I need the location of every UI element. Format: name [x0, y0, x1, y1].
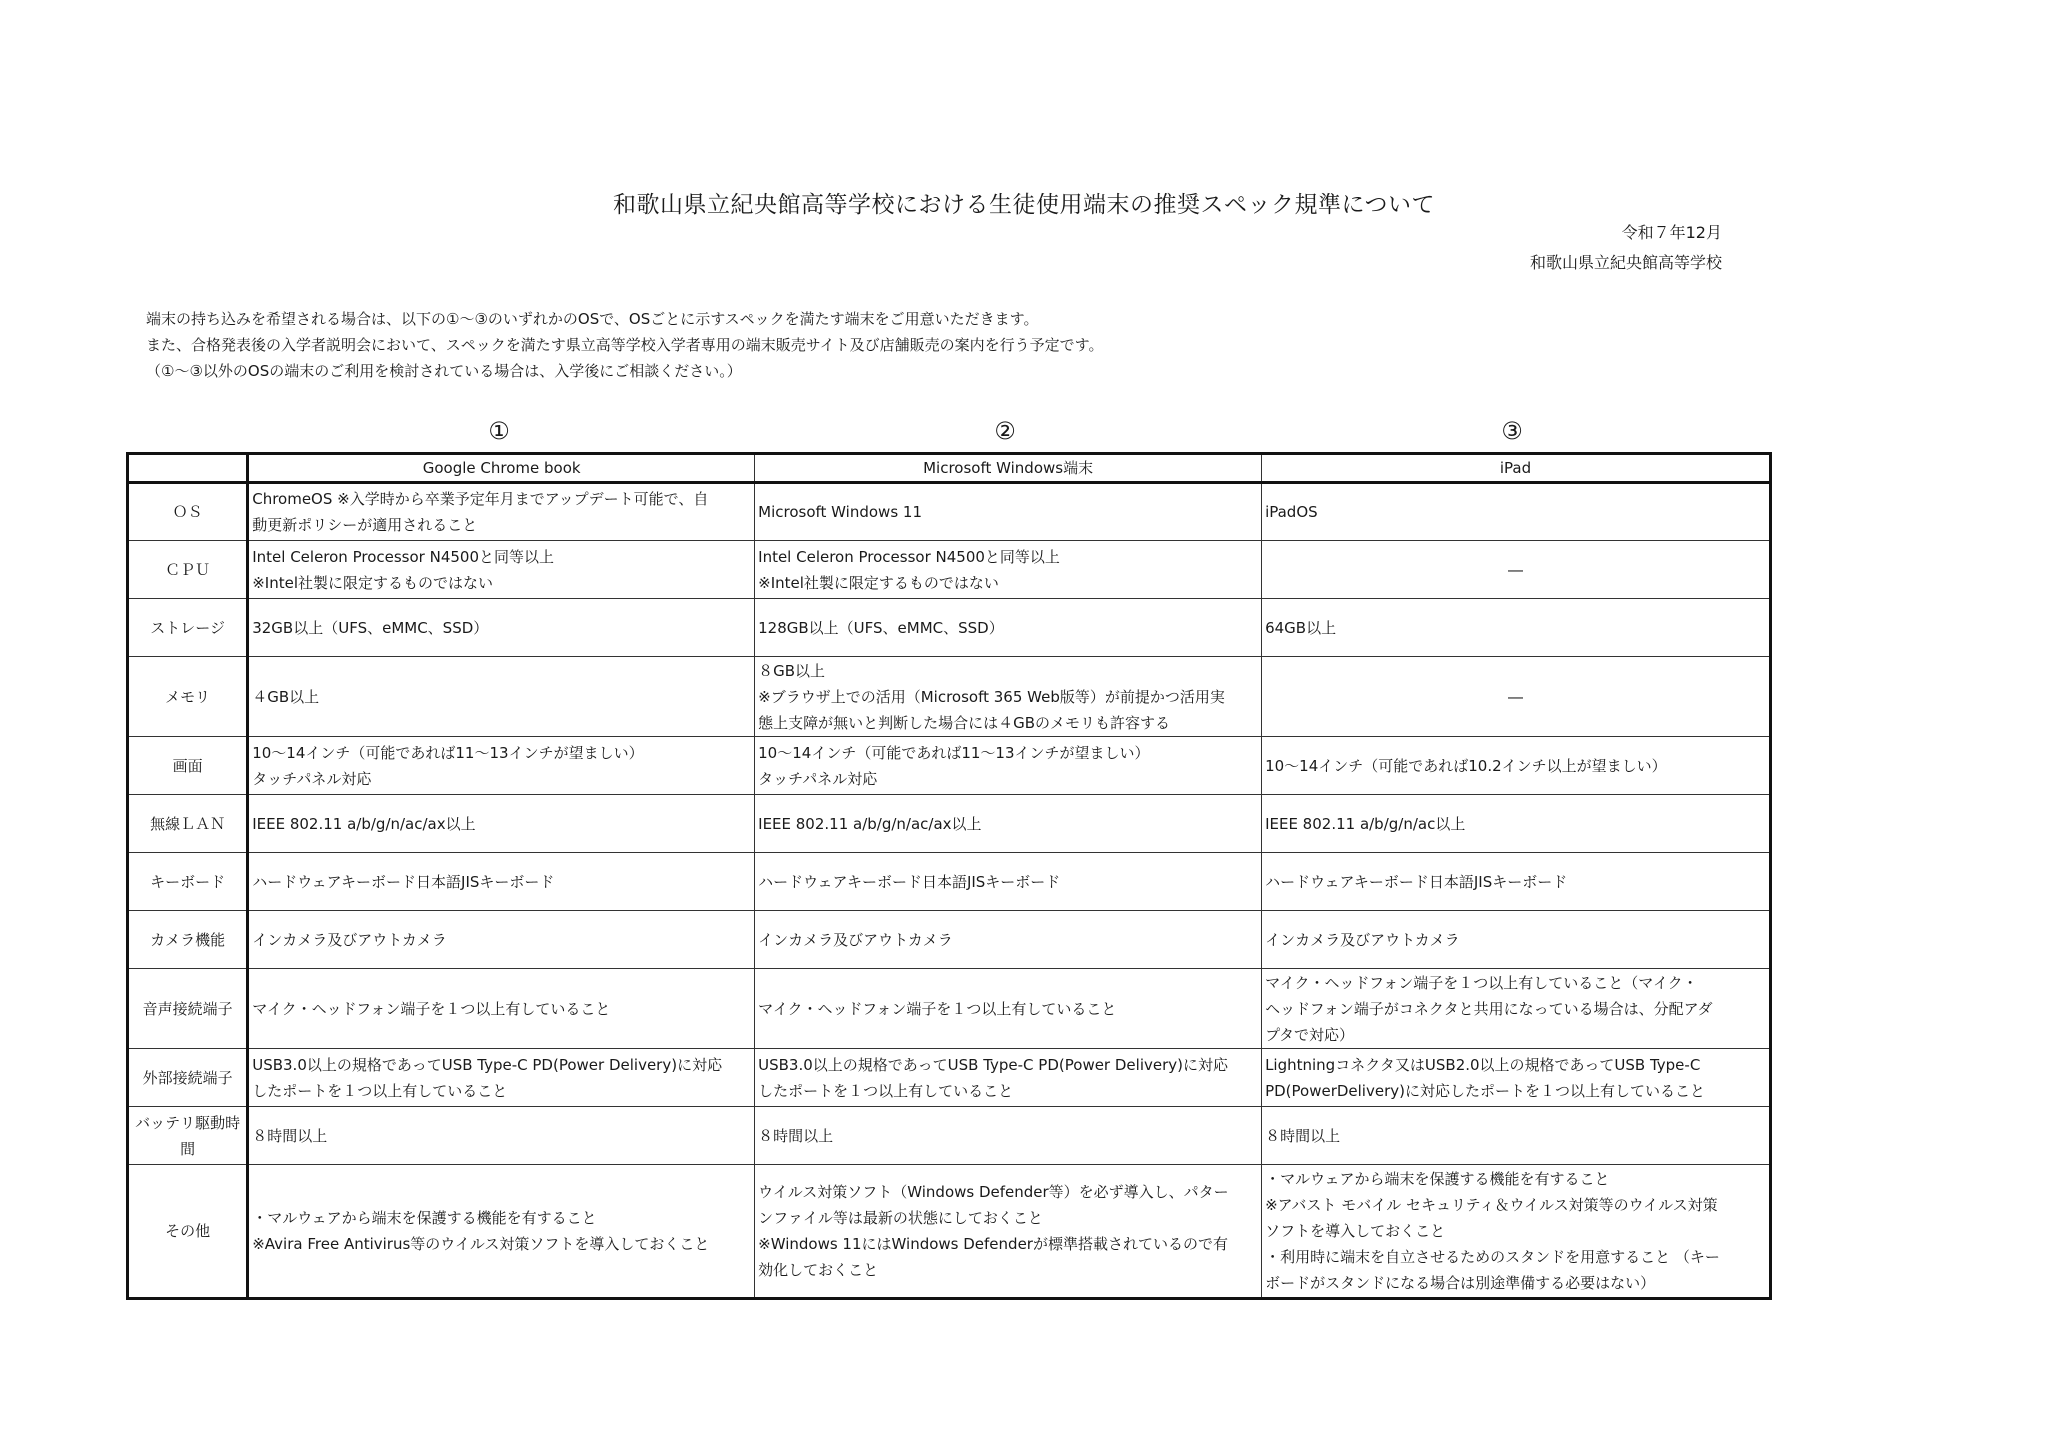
- cell-line: ウイルス対策ソフト（Windows Defender等）を必ず導入し、パター: [758, 1183, 1229, 1201]
- table-cell: [248, 657, 755, 737]
- table-cell: [755, 737, 1262, 795]
- cell-line: ※Avira Free Antivirus等のウイルス対策ソフトを導入しておくこと: [252, 1235, 710, 1253]
- cell-line: ※ブラウザ上での活用（Microsoft 365 Web版等）が前提かつ活用実: [758, 687, 1225, 706]
- table-cell: [248, 1107, 755, 1165]
- table-cell: [248, 599, 755, 657]
- cell-line: したポートを１つ以上有していること: [758, 1081, 1014, 1100]
- cell-line: 動更新ポリシーが適用されること: [252, 516, 478, 534]
- table-cell: [1262, 1165, 1771, 1299]
- table-cell: [755, 483, 1262, 541]
- row-label: バッテリ駆動時間: [128, 1107, 248, 1165]
- table-cell: [755, 1049, 1262, 1107]
- intro-line: 端末の持ち込みを希望される場合は、以下の①～③のいずれかのOSで、OSごとに示すスペックを満たす端末をご用意いただきます。: [146, 310, 1039, 328]
- cell-line: ※Intel社製に限定するものではない: [252, 573, 493, 592]
- row-label: 外部接続端子: [128, 1049, 248, 1107]
- spec-table: [126, 452, 1772, 1300]
- cell-line: USB3.0以上の規格であってUSB Type-C PD(Power Delivery)に対応: [252, 1055, 723, 1074]
- cell-line: ８時間以上: [758, 1126, 834, 1145]
- row-label: その他: [128, 1165, 248, 1299]
- table-cell: [248, 1165, 755, 1299]
- cell-line: ・マルウェアから端末を保護する機能を有すること: [1265, 1170, 1610, 1188]
- cell-line: ８時間以上: [252, 1126, 328, 1145]
- cell-line: 10～14インチ（可能であれば11～13インチが望ましい）: [252, 743, 644, 762]
- cell-line: 128GB以上（UFS、eMMC、SSD）: [758, 618, 1004, 637]
- table-row: [128, 657, 1771, 737]
- cell-line: タッチパネル対応: [758, 769, 878, 788]
- page-title: 和歌山県立紀央館高等学校における生徒使用端末の推奨スペック規準について: [612, 192, 1436, 218]
- cell-line: IEEE 802.11 a/b/g/n/ac/ax以上: [758, 814, 982, 833]
- column-number: ②: [994, 417, 1016, 445]
- row-label: メモリ: [128, 657, 248, 737]
- table-row: [128, 737, 1771, 795]
- cell-line: タッチパネル対応: [252, 769, 372, 788]
- table-row: [128, 853, 1771, 911]
- column-numbers: [126, 416, 1772, 446]
- cell-line: PD(PowerDelivery)に対応したポートを１つ以上有していること: [1265, 1081, 1705, 1100]
- row-label: キーボード: [128, 853, 248, 911]
- cell-line: ハードウェアキーボード日本語JISキーボード: [1265, 872, 1568, 891]
- table-row: [128, 911, 1771, 969]
- cell-line: ４GB以上: [252, 687, 320, 706]
- table-cell: [248, 911, 755, 969]
- cell-line: 効化しておくこと: [758, 1261, 879, 1279]
- table-cell: [1262, 853, 1771, 911]
- cell-line: Lightningコネクタ又はUSB2.0以上の規格であってUSB Type-C: [1265, 1055, 1701, 1074]
- intro-paragraph: [146, 306, 1103, 384]
- cell-line: 64GB以上: [1265, 618, 1337, 637]
- table-row: [128, 795, 1771, 853]
- column-number: ③: [1501, 417, 1523, 445]
- row-label: ＯＳ: [128, 483, 248, 541]
- table-header-row: [128, 454, 1771, 483]
- table-row: [128, 1049, 1771, 1107]
- cell-line: ボードがスタンドになる場合は別途準備する必要はない）: [1265, 1274, 1656, 1292]
- table-cell: [248, 541, 755, 599]
- table-row: [128, 483, 1771, 541]
- table-cell: [1262, 541, 1771, 599]
- cell-line: インカメラ及びアウトカメラ: [1265, 930, 1460, 949]
- row-label: カメラ機能: [128, 911, 248, 969]
- table-cell: [248, 1049, 755, 1107]
- table-header-cell: Google Chrome book: [248, 454, 755, 483]
- table-row: [128, 599, 1771, 657]
- table-cell: [755, 541, 1262, 599]
- cell-line: ンファイル等は最新の状態にしておくこと: [758, 1209, 1043, 1227]
- document-date: 令和７年12月: [1621, 223, 1722, 242]
- cell-line: ハードウェアキーボード日本語JISキーボード: [758, 872, 1061, 891]
- row-label: 画面: [128, 737, 248, 795]
- table-cell: [755, 657, 1262, 737]
- cell-line: インカメラ及びアウトカメラ: [252, 930, 447, 949]
- table-cell: [755, 1107, 1262, 1165]
- table-cell: [1262, 911, 1771, 969]
- cell-line: Microsoft Windows 11: [758, 503, 922, 521]
- table-cell: [248, 969, 755, 1049]
- cell-line: ハードウェアキーボード日本語JISキーボード: [252, 872, 555, 891]
- table-cell: [755, 1165, 1262, 1299]
- table-cell: [1262, 483, 1771, 541]
- cell-line: インカメラ及びアウトカメラ: [758, 930, 953, 949]
- cell-line: プタで対応）: [1265, 1025, 1355, 1044]
- document-organization: 和歌山県立紀央館高等学校: [1529, 253, 1722, 272]
- cell-line: 32GB以上（UFS、eMMC、SSD）: [252, 618, 489, 637]
- cell-line: 10～14インチ（可能であれば11～13インチが望ましい）: [758, 743, 1150, 762]
- cell-line: ※アバスト モバイル セキュリティ＆ウイルス対策等のウイルス対策: [1265, 1196, 1718, 1214]
- table-cell: [755, 969, 1262, 1049]
- row-label: ＣＰＵ: [128, 541, 248, 599]
- table-body: [128, 483, 1771, 1299]
- intro-line: また、合格発表後の入学者説明会において、スペックを満たす県立高等学校入学者専用の端末販売サイト及び店舗販売の案内を行う予定です。: [146, 336, 1104, 354]
- table-cell: [1262, 657, 1771, 737]
- table-cell: [248, 853, 755, 911]
- table-cell: [248, 795, 755, 853]
- cell-line: Intel Celeron Processor N4500と同等以上: [758, 547, 1060, 566]
- table-header-cell: iPad: [1262, 454, 1771, 483]
- table-cell: [1262, 795, 1771, 853]
- cell-line: Intel Celeron Processor N4500と同等以上: [252, 547, 554, 566]
- cell-line: ヘッドフォン端子がコネクタと共用になっている場合は、分配アダ: [1265, 999, 1713, 1018]
- cell-line: ―: [1508, 560, 1524, 579]
- table-cell: [1262, 1107, 1771, 1165]
- intro-line: （①～③以外のOSの端末のご利用を検討されている場合は、入学後にご相談ください。）: [146, 362, 742, 380]
- cell-line: ―: [1508, 687, 1524, 706]
- table-cell: [1262, 737, 1771, 795]
- cell-line: マイク・ヘッドフォン端子を１つ以上有していること: [758, 999, 1117, 1018]
- cell-line: ※Windows 11にはWindows Defenderが標準搭載されているので有: [758, 1235, 1228, 1253]
- table-cell: [248, 483, 755, 541]
- table-cell: [1262, 1049, 1771, 1107]
- row-label: ストレージ: [128, 599, 248, 657]
- table-row: [128, 1165, 1771, 1299]
- column-number: ①: [488, 417, 510, 445]
- row-label: 無線ＬＡＮ: [128, 795, 248, 853]
- table-row: [128, 1107, 1771, 1165]
- table-cell: [248, 737, 755, 795]
- cell-line: ChromeOS ※入学時から卒業予定年月までアップデート可能で、自: [252, 490, 709, 508]
- table-header-cell: [128, 454, 248, 483]
- cell-line: したポートを１つ以上有していること: [252, 1081, 508, 1100]
- cell-line: 10～14インチ（可能であれば10.2インチ以上が望ましい）: [1265, 756, 1667, 775]
- table-cell: [755, 795, 1262, 853]
- cell-line: ８GB以上: [758, 661, 826, 680]
- row-label: 音声接続端子: [128, 969, 248, 1049]
- cell-line: 態上支障が無いと判断した場合には４GBのメモリも許容する: [758, 713, 1171, 732]
- cell-line: マイク・ヘッドフォン端子を１つ以上有していること（マイク・: [1265, 973, 1698, 992]
- cell-line: USB3.0以上の規格であってUSB Type-C PD(Power Delivery)に対応: [758, 1055, 1228, 1074]
- table-row: [128, 541, 1771, 599]
- cell-line: ※Intel社製に限定するものではない: [758, 573, 999, 592]
- cell-line: ・利用時に端末を自立させるためのスタンドを用意すること （キー: [1265, 1248, 1720, 1266]
- table-cell: [1262, 969, 1771, 1049]
- cell-line: IEEE 802.11 a/b/g/n/ac/ax以上: [252, 814, 476, 833]
- cell-line: ソフトを導入しておくこと: [1265, 1222, 1446, 1240]
- cell-line: ８時間以上: [1265, 1126, 1341, 1145]
- cell-line: ・マルウェアから端末を保護する機能を有すること: [252, 1209, 597, 1227]
- table-cell: [1262, 599, 1771, 657]
- cell-line: IEEE 802.11 a/b/g/n/ac以上: [1265, 814, 1466, 833]
- table-row: [128, 969, 1771, 1049]
- cell-line: iPadOS: [1265, 503, 1318, 521]
- table-cell: [755, 599, 1262, 657]
- cell-line: マイク・ヘッドフォン端子を１つ以上有していること: [252, 999, 611, 1018]
- table-cell: [755, 911, 1262, 969]
- table-cell: [755, 853, 1262, 911]
- table-header-cell: Microsoft Windows端末: [755, 454, 1262, 483]
